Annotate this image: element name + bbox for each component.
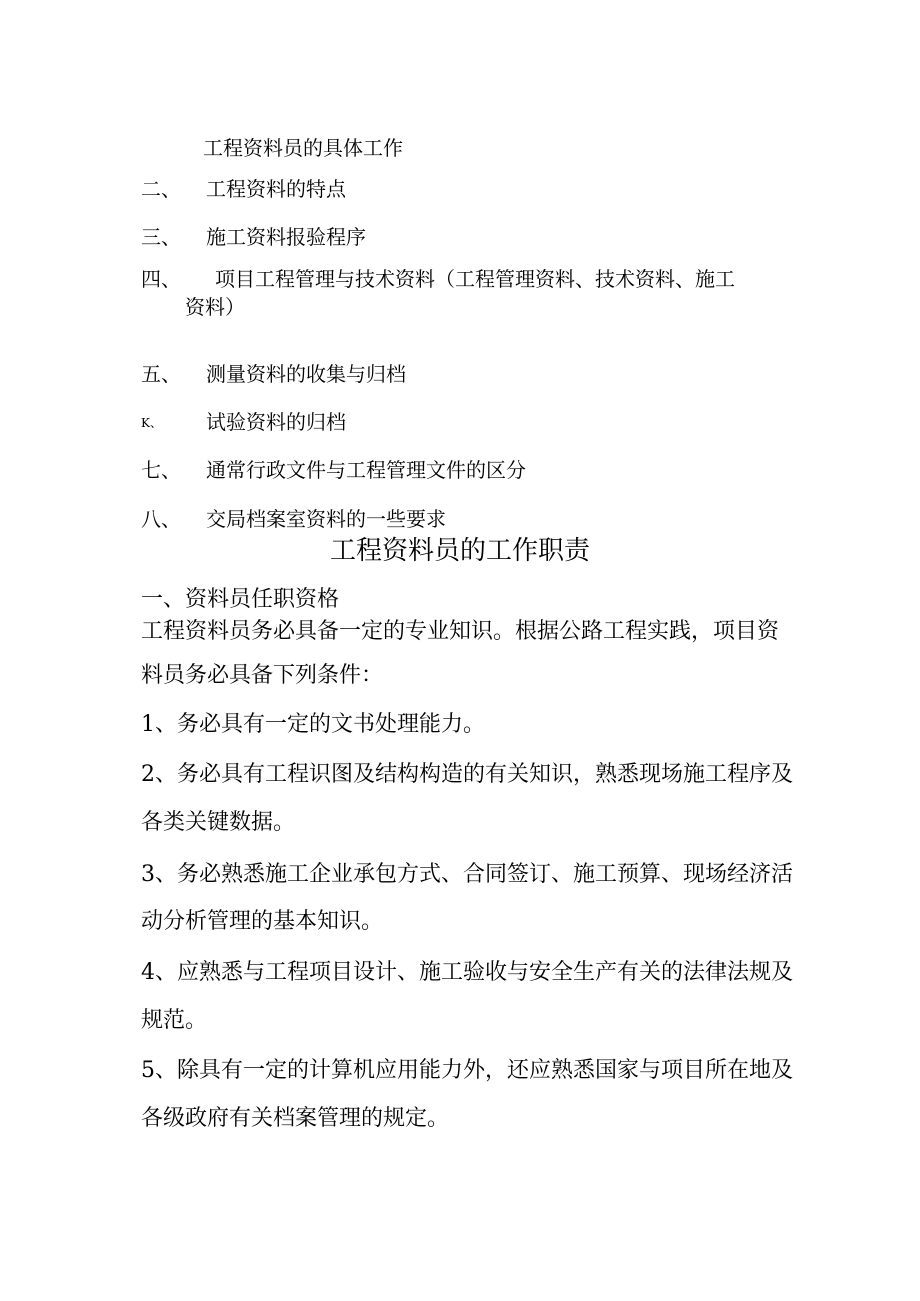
toc-heading: 工程资料员的具体工作 [203,136,403,160]
toc-item-text: 试验资料的归档 [206,410,346,434]
toc-item-num: 四、 [141,267,181,291]
toc-item-text: 工程资料的特点 [206,177,346,201]
toc-item-text: 施工资料报验程序 [206,225,366,249]
list-item-continuation: 动分析管理的基本知识。 [141,909,384,934]
list-item: 4、应熟悉与工程项目设计、施工验收与安全生产有关的法律法规及 [141,960,793,985]
toc-item-num: 三、 [141,225,181,249]
toc-item-text: 通常行政文件与工程管理文件的区分 [206,458,526,482]
toc-item-num: K、 [141,416,162,430]
toc-item-text-continuation: 资料） [185,295,245,319]
list-item: 1、务必具有一定的文书处理能力。 [141,712,485,737]
list-item-continuation: 各类关键数据。 [141,810,296,835]
list-item-continuation: 规范。 [141,1008,208,1033]
paragraph-line: 工程资料员务必具备一定的专业知识。根据公路工程实践，项目资 [141,619,780,644]
toc-item-text: 项目工程管理与技术资料（工程管理资料、技术资料、施工 [215,267,735,291]
toc-item-num: 八、 [141,507,181,531]
list-item: 5、除具有一定的计算机应用能力外，还应熟悉国家与项目所在地及 [141,1058,793,1083]
toc-item-num: 五、 [141,362,181,386]
paragraph-line: 料员务必具备下列条件： [141,663,384,688]
page-title: 工程资料员的工作职责 [329,536,590,566]
toc-item-text: 交局档案室资料的一些要求 [206,507,446,531]
toc-item-text: 测量资料的收集与归档 [206,362,406,386]
list-item: 3、务必熟悉施工企业承包方式、合同签订、施工预算、现场经济活 [141,862,793,887]
toc-item-num: 七、 [141,458,181,482]
toc-item-num: 二、 [141,177,181,201]
list-item: 2、务必具有工程识图及结构构造的有关知识，熟悉现场施工程序及 [141,762,793,787]
section-heading: 一、资料员任职资格 [141,587,340,612]
list-item-continuation: 各级政府有关档案管理的规定。 [141,1106,450,1131]
